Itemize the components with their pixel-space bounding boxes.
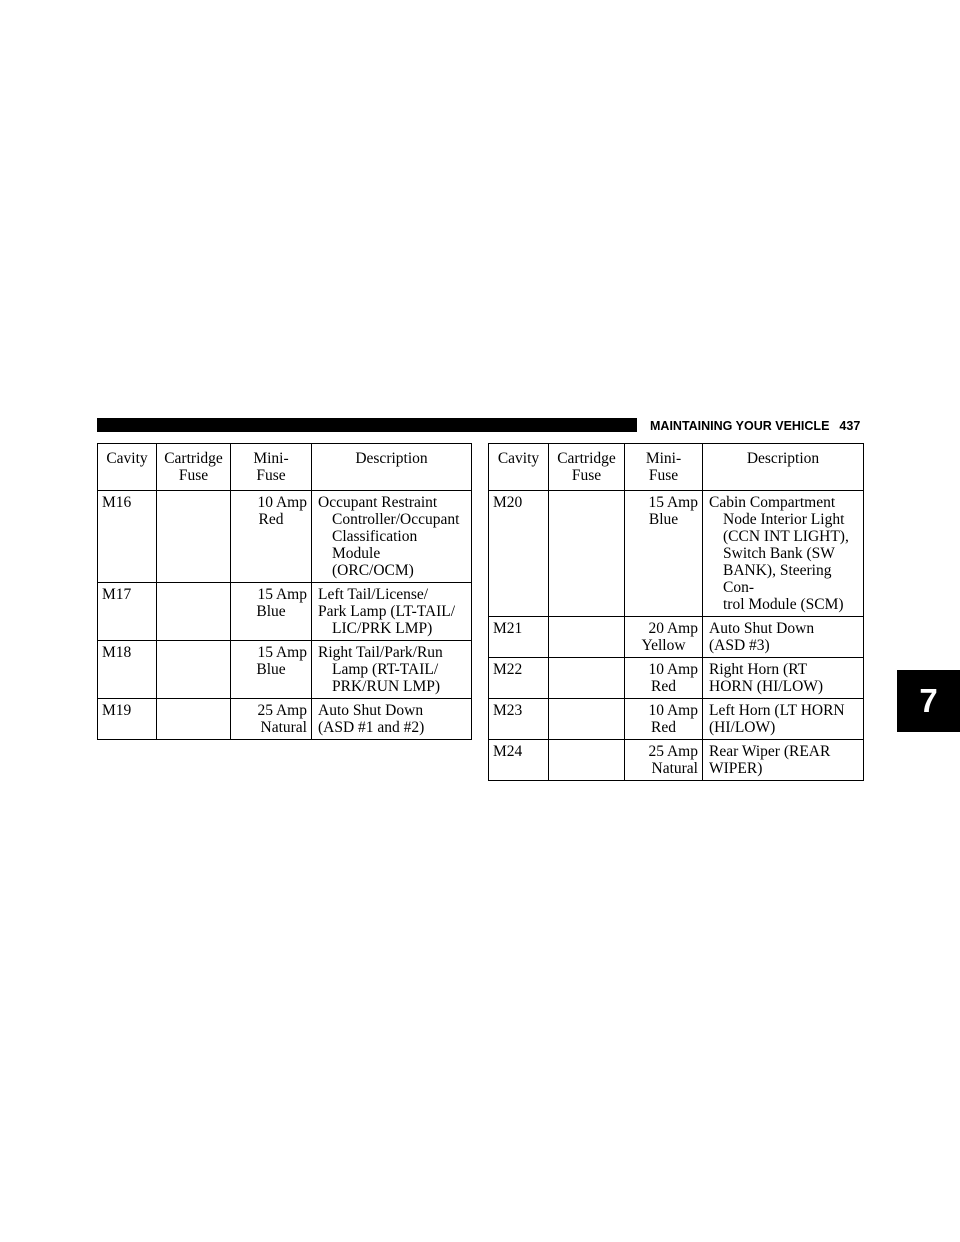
description-cell: Right Tail/Park/Run Lamp (RT-TAIL/ PRK/RUN LMP) — [312, 641, 472, 699]
header-mini-fuse: Mini- Fuse — [625, 444, 703, 491]
description-cell: Right Horn (RT HORN (HI/LOW) — [703, 658, 864, 699]
chapter-tab: 7 — [897, 670, 960, 732]
fuse-table-left — [97, 443, 472, 740]
mini-fuse-cell: 10 Amp Red — [625, 658, 703, 699]
cavity-cell: M22 — [489, 658, 549, 699]
cavity-cell: M19 — [98, 699, 157, 740]
header-cavity: Cavity — [98, 444, 157, 491]
fuse-table-right — [488, 443, 864, 781]
description-cell: Auto Shut Down (ASD #3) — [703, 617, 864, 658]
cavity-cell: M17 — [98, 583, 157, 641]
table-row — [489, 699, 864, 740]
cartridge-cell — [157, 491, 231, 583]
table-row — [98, 641, 472, 699]
header-cavity: Cavity — [489, 444, 549, 491]
mini-fuse-cell: 15 Amp Blue — [625, 491, 703, 617]
table-row — [98, 583, 472, 641]
mini-fuse-cell: 10 Amp Red — [231, 491, 312, 583]
mini-fuse-cell: 10 Amp Red — [625, 699, 703, 740]
header-description: Description — [312, 444, 472, 491]
table-row — [489, 740, 864, 781]
description-cell: Left Horn (LT HORN (HI/LOW) — [703, 699, 864, 740]
cartridge-cell — [549, 658, 625, 699]
mini-fuse-cell: 15 Amp Blue — [231, 641, 312, 699]
mini-fuse-cell: 20 Amp Yellow — [625, 617, 703, 658]
cavity-cell: M16 — [98, 491, 157, 583]
table-row — [489, 658, 864, 699]
cavity-cell: M23 — [489, 699, 549, 740]
description-cell: Cabin Compartment Node Interior Light (CCN INT LIGHT), Switch Bank (SW BANK), Steering Con- trol Module (SCM) — [703, 491, 864, 617]
header-mini-fuse: Mini- Fuse — [231, 444, 312, 491]
description-cell: Left Tail/License/ Park Lamp (LT-TAIL/ LIC/PRK LMP) — [312, 583, 472, 641]
cartridge-cell — [549, 699, 625, 740]
table-row — [98, 699, 472, 740]
cartridge-cell — [549, 491, 625, 617]
section-title: MAINTAINING YOUR VEHICLE — [650, 419, 830, 433]
cartridge-cell — [549, 740, 625, 781]
header-cartridge-fuse: Cartridge Fuse — [549, 444, 625, 491]
table-row — [489, 491, 864, 617]
description-cell: Rear Wiper (REAR WIPER) — [703, 740, 864, 781]
cavity-cell: M18 — [98, 641, 157, 699]
cartridge-cell — [157, 583, 231, 641]
header-description: Description — [703, 444, 864, 491]
running-header — [650, 418, 860, 434]
cartridge-cell — [157, 699, 231, 740]
header-rule — [97, 418, 637, 432]
description-cell: Occupant Restraint Controller/Occupant Classification Module (ORC/OCM) — [312, 491, 472, 583]
cartridge-cell — [549, 617, 625, 658]
page-number: 437 — [839, 419, 861, 433]
table-row — [98, 491, 472, 583]
mini-fuse-cell: 25 Amp Natural — [231, 699, 312, 740]
table-header-row — [98, 444, 472, 491]
mini-fuse-cell: 25 Amp Natural — [625, 740, 703, 781]
table-header-row — [489, 444, 864, 491]
mini-fuse-cell: 15 Amp Blue — [231, 583, 312, 641]
cavity-cell: M21 — [489, 617, 549, 658]
table-row — [489, 617, 864, 658]
header-cartridge-fuse: Cartridge Fuse — [157, 444, 231, 491]
cavity-cell: M20 — [489, 491, 549, 617]
cartridge-cell — [157, 641, 231, 699]
description-cell: Auto Shut Down (ASD #1 and #2) — [312, 699, 472, 740]
cavity-cell: M24 — [489, 740, 549, 781]
